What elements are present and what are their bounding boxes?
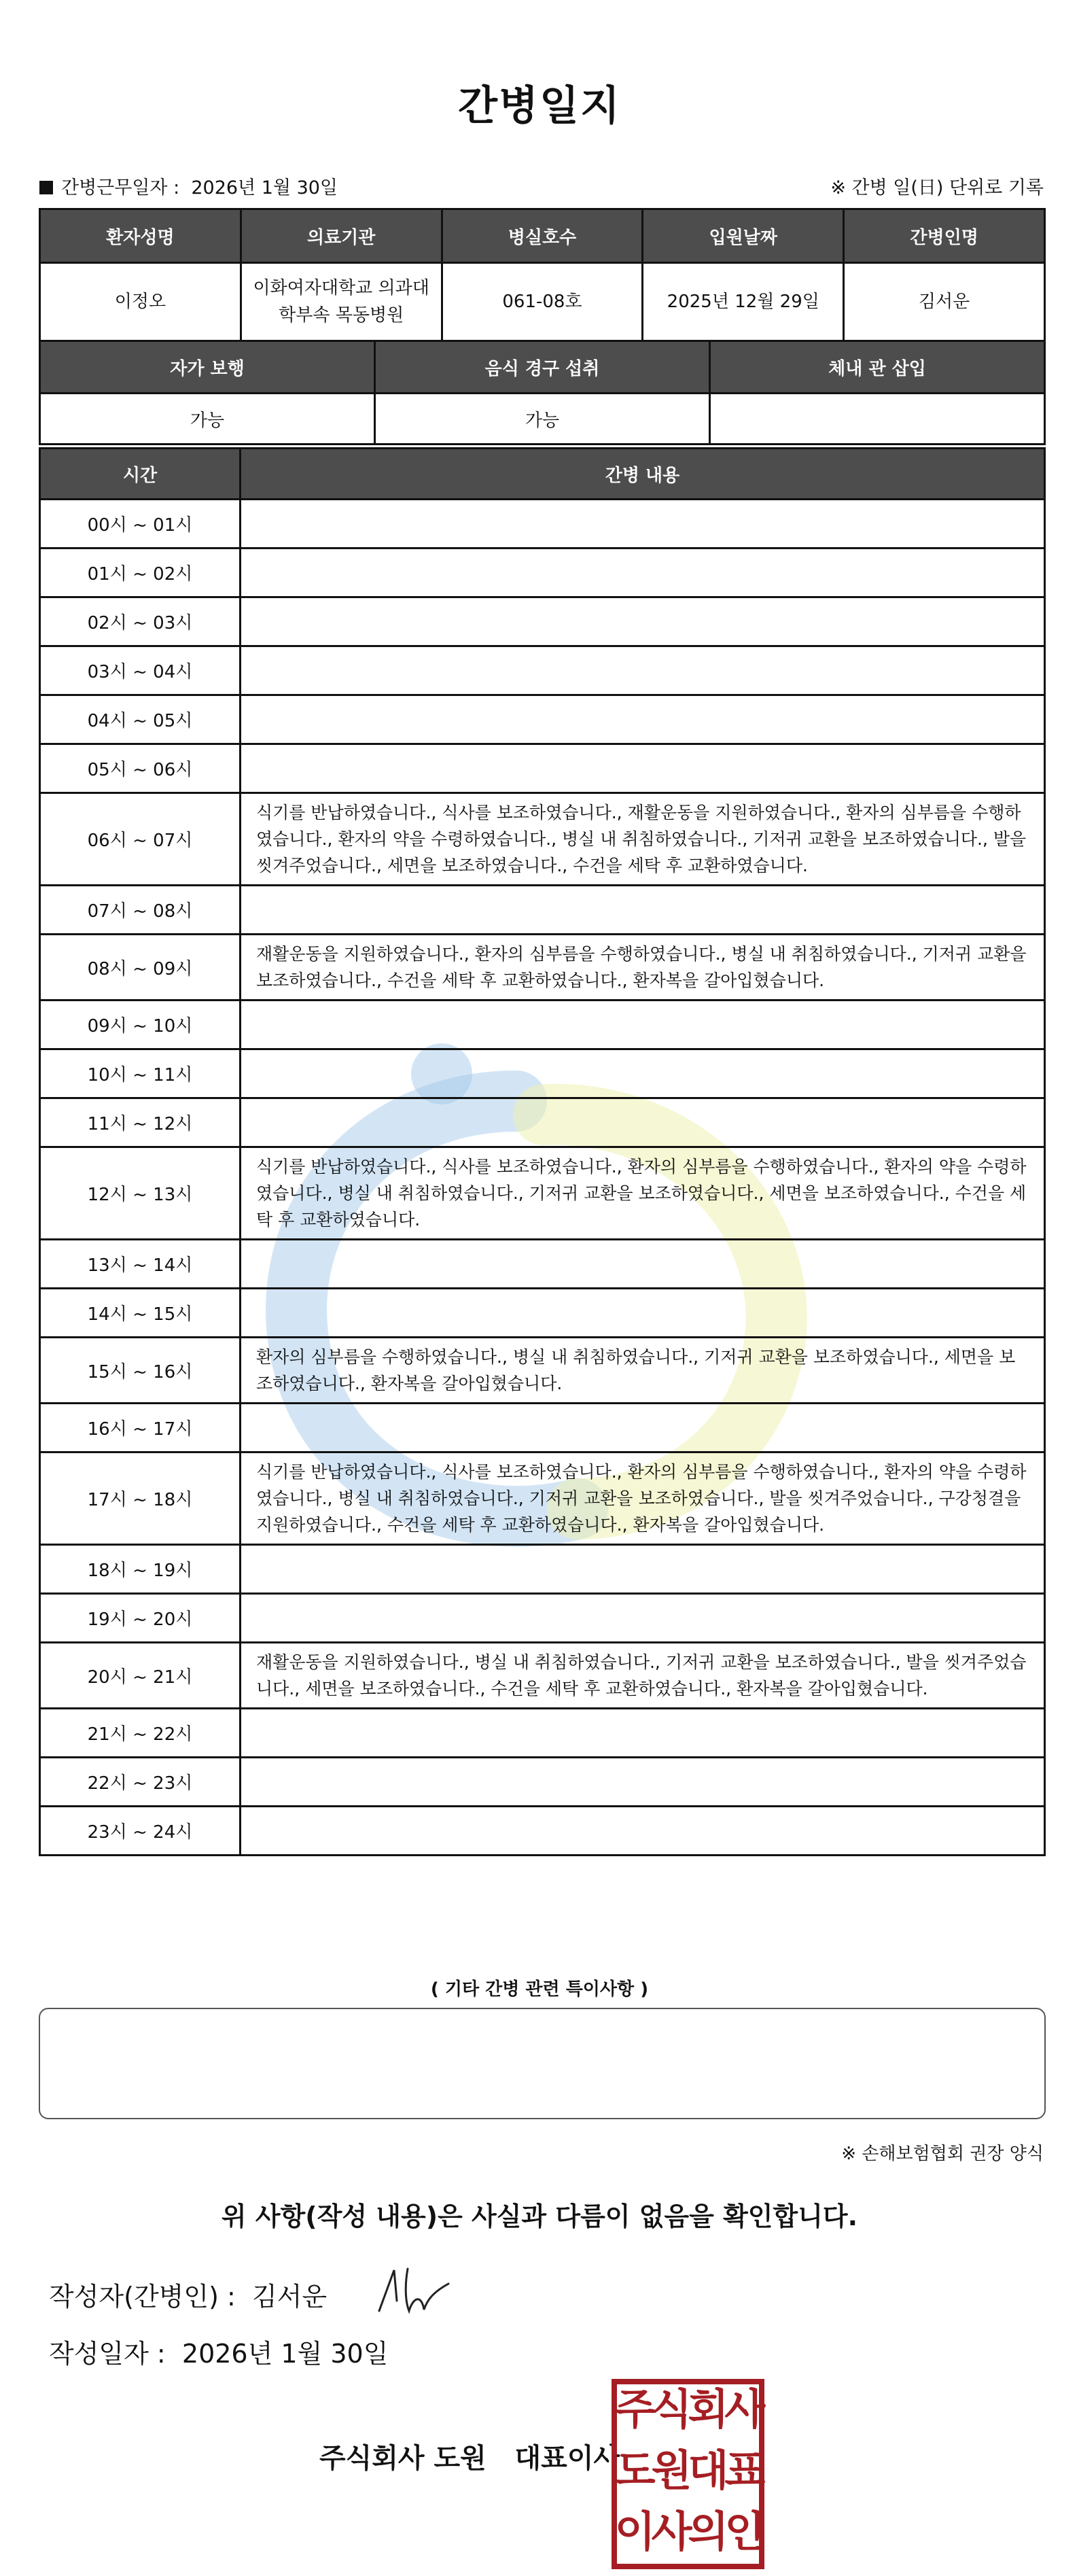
log-content xyxy=(241,1404,1045,1452)
log-content xyxy=(241,1049,1045,1098)
log-row xyxy=(40,1049,1045,1098)
log-row xyxy=(40,1758,1045,1807)
ceo-title: 대표이사 xyxy=(514,2443,620,2474)
log-content xyxy=(241,1594,1045,1643)
log-content: 재활운동을 지원하였습니다., 환자의 심부름을 수행하였습니다., 병실 내 취침하였습니다., 기저귀 교환을 보조하였습니다., 수건을 세탁 후 교환하였습니다., 환자복을 갈아입혔습니다. xyxy=(241,935,1045,1000)
log-time: 13시 ~ 14시 xyxy=(40,1240,241,1289)
header-hospital: 의료기관 xyxy=(241,209,442,263)
confirmation-statement: 위 사항(작성 내용)은 사실과 다름이 없음을 확인합니다. xyxy=(221,2201,858,2231)
header-patient-name: 환자성명 xyxy=(40,209,241,263)
log-time: 23시 ~ 24시 xyxy=(40,1807,241,1856)
log-time: 16시 ~ 17시 xyxy=(40,1404,241,1452)
log-time: 01시 ~ 02시 xyxy=(40,549,241,597)
admit-date: 2025년 12월 29일 xyxy=(643,263,844,341)
hospital-line-2: 학부속 목동병원 xyxy=(279,305,404,326)
log-content: 식기를 반납하였습니다., 식사를 보조하였습니다., 환자의 심부름을 수행하였습니다., 환자의 약을 수령하였습니다., 병실 내 취침하였습니다., 기저귀 교환을 보조하였습니다., 세면을 보조하였습니다., 수건을 세탁 후 교환하였습니다. xyxy=(241,1147,1045,1240)
header-care-content: 간병 내용 xyxy=(241,449,1045,500)
log-time: 17시 ~ 18시 xyxy=(40,1452,241,1545)
log-row xyxy=(40,1452,1045,1545)
log-content xyxy=(241,886,1045,935)
info-header-row xyxy=(40,209,1045,263)
log-content xyxy=(241,549,1045,597)
header-admit-date: 입원날짜 xyxy=(643,209,844,263)
log-content xyxy=(241,1758,1045,1807)
log-row xyxy=(40,1240,1045,1289)
date-row xyxy=(49,2333,388,2370)
patient-name: 이정오 xyxy=(40,263,241,341)
log-time: 19시 ~ 20시 xyxy=(40,1594,241,1643)
square-bullet-icon xyxy=(39,181,53,194)
log-time: 11시 ~ 12시 xyxy=(40,1098,241,1147)
seal-line-3: 이사의인 xyxy=(614,2507,762,2556)
log-content xyxy=(241,646,1045,695)
log-row xyxy=(40,1807,1045,1856)
log-row xyxy=(40,1404,1045,1452)
log-row xyxy=(40,1000,1045,1049)
log-content xyxy=(241,500,1045,549)
patient-info-table xyxy=(39,208,1046,342)
care-log-table xyxy=(39,447,1046,1856)
handwritten-signature xyxy=(374,2263,455,2318)
tube-insertion-value xyxy=(710,394,1045,445)
hospital-line-1: 이화여자대학교 의과대 xyxy=(253,278,429,298)
log-row xyxy=(40,1643,1045,1709)
remarks-box xyxy=(39,2008,1046,2119)
log-time: 05시 ~ 06시 xyxy=(40,744,241,793)
header-caregiver: 간병인명 xyxy=(844,209,1045,263)
header-room: 병실호수 xyxy=(442,209,643,263)
writer-name: 김서운 xyxy=(251,2282,328,2312)
oral-intake-value: 가능 xyxy=(375,394,710,445)
company-name: 주식회사 도원 xyxy=(319,2443,487,2474)
date-label: 작성일자 : xyxy=(49,2339,166,2369)
seal-line-1: 주식회사 xyxy=(614,2384,762,2434)
log-time: 14시 ~ 15시 xyxy=(40,1289,241,1338)
log-content xyxy=(241,1098,1045,1147)
company-row xyxy=(319,2437,620,2475)
log-content xyxy=(241,1000,1045,1049)
log-content xyxy=(241,1545,1045,1594)
writer-row xyxy=(49,2276,327,2313)
log-row xyxy=(40,695,1045,744)
seal-line-2: 도원대표 xyxy=(614,2446,762,2495)
header-tube-insertion: 체내 관 삽입 xyxy=(710,341,1045,394)
writer-label: 작성자(간병인) : xyxy=(49,2282,236,2312)
log-time: 15시 ~ 16시 xyxy=(40,1338,241,1404)
company-seal-stamp xyxy=(612,2379,764,2576)
header-time: 시간 xyxy=(40,449,241,500)
log-content xyxy=(241,1807,1045,1856)
log-row xyxy=(40,1594,1045,1643)
self-walking-value: 가능 xyxy=(40,394,375,445)
work-date-label: 간병근무일자 : xyxy=(61,177,180,198)
log-content: 환자의 심부름을 수행하였습니다., 병실 내 취침하였습니다., 기저귀 교환을 보조하였습니다., 세면을 보조하였습니다., 환자복을 갈아입혔습니다. xyxy=(241,1338,1045,1404)
log-row xyxy=(40,1289,1045,1338)
log-row xyxy=(40,1545,1045,1594)
log-time: 02시 ~ 03시 xyxy=(40,597,241,646)
log-time: 04시 ~ 05시 xyxy=(40,695,241,744)
log-header-row xyxy=(40,449,1045,500)
log-content: 식기를 반납하였습니다., 식사를 보조하였습니다., 환자의 심부름을 수행하였습니다., 환자의 약을 수령하였습니다., 병실 내 취침하였습니다., 기저귀 교환을 보조하였습니다., 발을 씻겨주었습니다., 구강청결을 지원하였습니다., 수건을 세탁 후 교환하였습니다., 환자복을 갈아입혔습니다. xyxy=(241,1452,1045,1545)
patient-status-table xyxy=(39,340,1046,445)
log-time: 20시 ~ 21시 xyxy=(40,1643,241,1709)
log-row xyxy=(40,744,1045,793)
hospital xyxy=(241,263,442,341)
log-row xyxy=(40,793,1045,886)
log-time: 18시 ~ 19시 xyxy=(40,1545,241,1594)
record-unit-note: ※ 간병 일(日) 단위로 기록 xyxy=(830,177,1044,198)
info-value-row xyxy=(40,263,1045,341)
log-row xyxy=(40,935,1045,1000)
log-row xyxy=(40,1338,1045,1404)
log-time: 06시 ~ 07시 xyxy=(40,793,241,886)
status-value-row xyxy=(40,394,1045,445)
log-row xyxy=(40,1709,1045,1758)
log-content xyxy=(241,1709,1045,1758)
work-date xyxy=(39,173,338,199)
log-row xyxy=(40,886,1045,935)
log-time: 12시 ~ 13시 xyxy=(40,1147,241,1240)
log-row xyxy=(40,597,1045,646)
remarks-heading: ( 기타 간병 관련 특이사항 ) xyxy=(430,1979,649,2000)
log-time: 09시 ~ 10시 xyxy=(40,1000,241,1049)
log-content xyxy=(241,1240,1045,1289)
log-row xyxy=(40,500,1045,549)
log-content: 식기를 반납하였습니다., 식사를 보조하였습니다., 재활운동을 지원하였습니다., 환자의 심부름을 수행하였습니다., 환자의 약을 수령하였습니다., 병실 내 취침하였습니다., 기저귀 교환을 보조하였습니다., 발을 씻겨주었습니다., 세면을 보조하였습니다., 수건을 세탁 후 교환하였습니다. xyxy=(241,793,1045,886)
work-date-value: 2026년 1월 30일 xyxy=(191,177,338,198)
log-time: 00시 ~ 01시 xyxy=(40,500,241,549)
log-content: 재활운동을 지원하였습니다., 병실 내 취침하였습니다., 기저귀 교환을 보조하였습니다., 발을 씻겨주었습니다., 세면을 보조하였습니다., 수건을 세탁 후 교환하였습니다., 환자복을 갈아입혔습니다. xyxy=(241,1643,1045,1709)
page-title: 간병일지 xyxy=(458,82,621,130)
status-header-row xyxy=(40,341,1045,394)
log-time: 21시 ~ 22시 xyxy=(40,1709,241,1758)
log-time: 08시 ~ 09시 xyxy=(40,935,241,1000)
log-content xyxy=(241,1289,1045,1338)
log-row xyxy=(40,549,1045,597)
log-time: 22시 ~ 23시 xyxy=(40,1758,241,1807)
room-number: 061-08호 xyxy=(442,263,643,341)
log-row xyxy=(40,646,1045,695)
log-time: 07시 ~ 08시 xyxy=(40,886,241,935)
caregiver-name: 김서운 xyxy=(844,263,1045,341)
log-row xyxy=(40,1147,1045,1240)
log-time: 03시 ~ 04시 xyxy=(40,646,241,695)
log-content xyxy=(241,695,1045,744)
log-content xyxy=(241,597,1045,646)
header-self-walking: 자가 보행 xyxy=(40,341,375,394)
log-content xyxy=(241,744,1045,793)
log-time: 10시 ~ 11시 xyxy=(40,1049,241,1098)
header-oral-intake: 음식 경구 섭취 xyxy=(375,341,710,394)
recommended-form-note: ※ 손해보험협회 권장 양식 xyxy=(841,2144,1044,2164)
date-value: 2026년 1월 30일 xyxy=(181,2339,389,2369)
log-row xyxy=(40,1098,1045,1147)
